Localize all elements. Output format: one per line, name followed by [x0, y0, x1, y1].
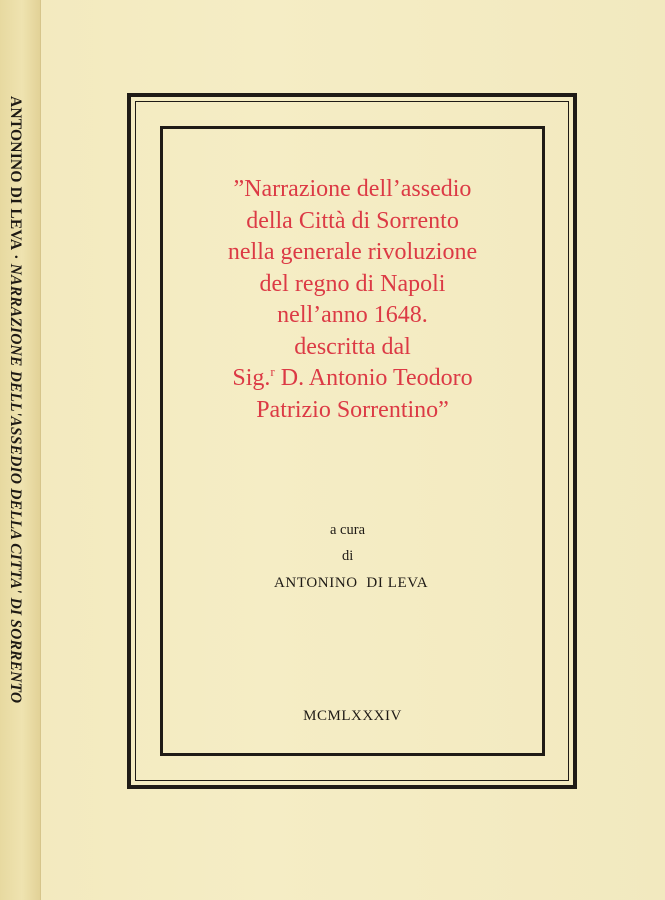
- title-line-7-prefix: Sig.: [232, 365, 271, 391]
- title-line-5: nell’anno 1648.: [277, 302, 428, 328]
- credit-editor-name: ANTONINO DI LEVA: [274, 575, 429, 591]
- title-line-6: descritta dal: [294, 333, 411, 360]
- credit-a-cura: a cura: [330, 522, 366, 538]
- spine-text: [6, 96, 24, 703]
- title-line-2: della Città di Sorrento: [246, 207, 459, 234]
- title-line-4: del regno di Napoli: [259, 270, 446, 297]
- title-line-3: nella generale rivoluzione: [227, 239, 478, 265]
- book-spine: [0, 0, 41, 900]
- title-line-7-superscript: r: [270, 364, 275, 379]
- spine-author: ANTONINO DI LEVA: [7, 96, 24, 251]
- spine-title: NARRAZIONE DELL'ASSEDIO DELLA CITTA' DI SORRENTO: [7, 263, 24, 704]
- book-title: [165, 174, 540, 426]
- title-line-8: Patrizio Sorrentino”: [256, 396, 449, 423]
- credit-di: di: [342, 548, 354, 564]
- title-line-7-rest: D. Antonio Teodoro: [274, 365, 473, 391]
- spine-separator: ·: [7, 250, 24, 264]
- publication-year: MCMLXXXIV: [303, 708, 402, 724]
- title-line-1: ”Narrazione dell’assedio: [233, 176, 472, 202]
- title-line-7: [165, 363, 540, 395]
